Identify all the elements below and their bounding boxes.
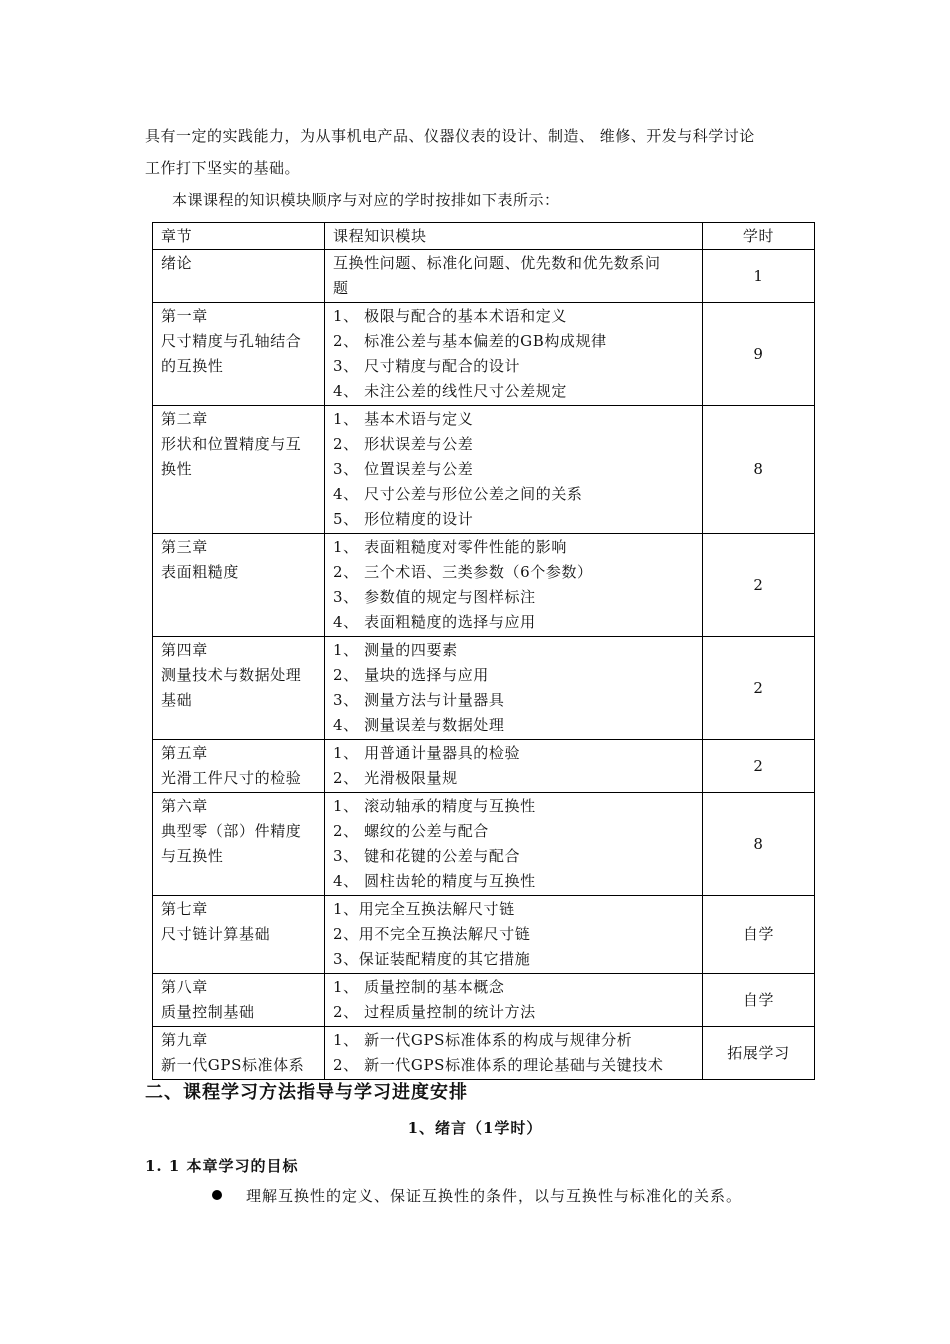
hours-cell: 拓展学习 [703, 1027, 815, 1080]
chapter-line: 第一章 [161, 307, 208, 325]
chapter-cell [153, 303, 325, 406]
chapter-cell [153, 896, 325, 974]
chapter-cell [153, 406, 325, 534]
table-row [153, 740, 815, 793]
chapter-line: 新一代GPS标准体系 [161, 1056, 305, 1074]
module-item: 1、 表面粗糙度对零件性能的影响 [333, 538, 567, 556]
module-item: 3、 测量方法与计量器具 [333, 691, 505, 709]
table-row [153, 974, 815, 1027]
module-item: 4、 未注公差的线性尺寸公差规定 [333, 382, 567, 400]
hours-cell: 2 [703, 534, 815, 637]
hours-cell: 8 [703, 406, 815, 534]
module-item: 1、 用普通计量器具的检验 [333, 744, 521, 762]
module-item: 2、 过程质量控制的统计方法 [333, 1003, 536, 1021]
module-item: 3、 参数值的规定与图样标注 [333, 588, 536, 606]
module-item: 3、 位置误差与公差 [333, 460, 474, 478]
chapter-cell [153, 793, 325, 896]
module-item: 互换性问题、标准化问题、优先数和优先数系问 [333, 254, 661, 272]
module-item: 题 [333, 279, 349, 297]
module-item: 1、 测量的四要素 [333, 641, 458, 659]
chapter-cell [153, 1027, 325, 1080]
module-item: 2、 新一代GPS标准体系的理论基础与关键技术 [333, 1056, 664, 1074]
chapter-line: 的互换性 [161, 357, 224, 375]
chapter-line: 测量技术与数据处理 [161, 666, 302, 684]
chapter-line: 质量控制基础 [161, 1003, 255, 1021]
table-row [153, 303, 815, 406]
objective-text: 理解互换性的定义、保证互换性的条件，以与互换性与标准化的关系。 [246, 1187, 743, 1205]
chapter-line: 尺寸精度与孔轴结合 [161, 332, 302, 350]
module-item: 2、 形状误差与公差 [333, 435, 474, 453]
chapter-line: 光滑工件尺寸的检验 [161, 769, 302, 787]
hours-cell: 8 [703, 793, 815, 896]
chapter-line: 换性 [161, 460, 193, 478]
module-item: 1、 新一代GPS标准体系的构成与规律分析 [333, 1031, 633, 1049]
hours-cell: 2 [703, 637, 815, 740]
chapter-line: 第五章 [161, 744, 208, 762]
chapter-line: 典型零（部）件精度 [161, 822, 302, 840]
module-item: 4、 表面粗糙度的选择与应用 [333, 613, 536, 631]
module-item: 1、用完全互换法解尺寸链 [333, 900, 515, 918]
chapter-heading: 1、绪言（1学时） [407, 1119, 543, 1137]
chapter-line: 绪论 [161, 254, 193, 272]
objective-bullet [212, 1185, 742, 1206]
module-item: 2、 螺纹的公差与配合 [333, 822, 489, 840]
modules-cell [325, 740, 703, 793]
module-item: 4、 尺寸公差与形位公差之间的关系 [333, 485, 583, 503]
hours-cell: 1 [703, 250, 815, 303]
module-item: 2、 光滑极限量规 [333, 769, 458, 787]
intro-line-2: 工作打下坚实的基础。 [145, 159, 301, 177]
table-row [153, 1027, 815, 1080]
intro-line-1: 具有一定的实践能力，为从事机电产品、仪器仪表的设计、制造、 维修、开发与科学讨论 [145, 127, 755, 145]
modules-cell [325, 1027, 703, 1080]
module-item: 1、 滚动轴承的精度与互换性 [333, 797, 536, 815]
table-row [153, 250, 815, 303]
section-heading: 二、课程学习方法指导与学习进度安排 [145, 1082, 468, 1103]
module-item: 2、 标准公差与基本偏差的GB构成规律 [333, 332, 607, 350]
module-item: 2、用不完全互换法解尺寸链 [333, 925, 531, 943]
modules-cell [325, 793, 703, 896]
chapter-line: 第七章 [161, 900, 208, 918]
hours-cell: 自学 [703, 974, 815, 1027]
module-item: 1、 质量控制的基本概念 [333, 978, 505, 996]
module-item: 2、 三个术语、三类参数（6个参数） [333, 563, 593, 581]
module-item: 1、 极限与配合的基本术语和定义 [333, 307, 567, 325]
chapter-line: 第四章 [161, 641, 208, 659]
course-schedule-table [152, 222, 815, 1080]
module-item: 3、 键和花键的公差与配合 [333, 847, 521, 865]
chapter-line: 第八章 [161, 978, 208, 996]
bullet-icon [212, 1190, 222, 1200]
table-row [153, 406, 815, 534]
intro-line-3: 本课课程的知识模块顺序与对应的学时按排如下表所示： [172, 191, 560, 209]
modules-cell [325, 534, 703, 637]
header-chapter: 章节 [153, 223, 325, 250]
table-row [153, 793, 815, 896]
header-hours: 学时 [703, 223, 815, 250]
module-item: 5、 形位精度的设计 [333, 510, 474, 528]
chapter-cell [153, 740, 325, 793]
chapter-cell [153, 250, 325, 303]
module-item: 3、 尺寸精度与配合的设计 [333, 357, 521, 375]
chapter-line: 表面粗糙度 [161, 563, 240, 581]
modules-cell [325, 303, 703, 406]
module-item: 4、 测量误差与数据处理 [333, 716, 505, 734]
subsection-heading: 1. 1 本章学习的目标 [145, 1157, 299, 1175]
modules-cell [325, 406, 703, 534]
table-row [153, 896, 815, 974]
module-item: 2、 量块的选择与应用 [333, 666, 489, 684]
header-modules: 课程知识模块 [325, 223, 703, 250]
hours-cell: 2 [703, 740, 815, 793]
modules-cell [325, 250, 703, 303]
chapter-line: 第二章 [161, 410, 208, 428]
modules-cell [325, 974, 703, 1027]
chapter-line: 与互换性 [161, 847, 224, 865]
chapter-cell [153, 637, 325, 740]
chapter-cell [153, 534, 325, 637]
modules-cell [325, 637, 703, 740]
chapter-cell [153, 974, 325, 1027]
table-row [153, 637, 815, 740]
module-item: 1、 基本术语与定义 [333, 410, 474, 428]
table-row [153, 534, 815, 637]
hours-cell: 自学 [703, 896, 815, 974]
chapter-line: 第九章 [161, 1031, 208, 1049]
table-header-row [153, 223, 815, 250]
module-item: 4、 圆柱齿轮的精度与互换性 [333, 872, 536, 890]
chapter-line: 基础 [161, 691, 193, 709]
modules-cell [325, 896, 703, 974]
hours-cell: 9 [703, 303, 815, 406]
module-item: 3、保证装配精度的其它措施 [333, 950, 531, 968]
chapter-line: 尺寸链计算基础 [161, 925, 271, 943]
chapter-line: 第六章 [161, 797, 208, 815]
chapter-line: 形状和位置精度与互 [161, 435, 302, 453]
chapter-line: 第三章 [161, 538, 208, 556]
